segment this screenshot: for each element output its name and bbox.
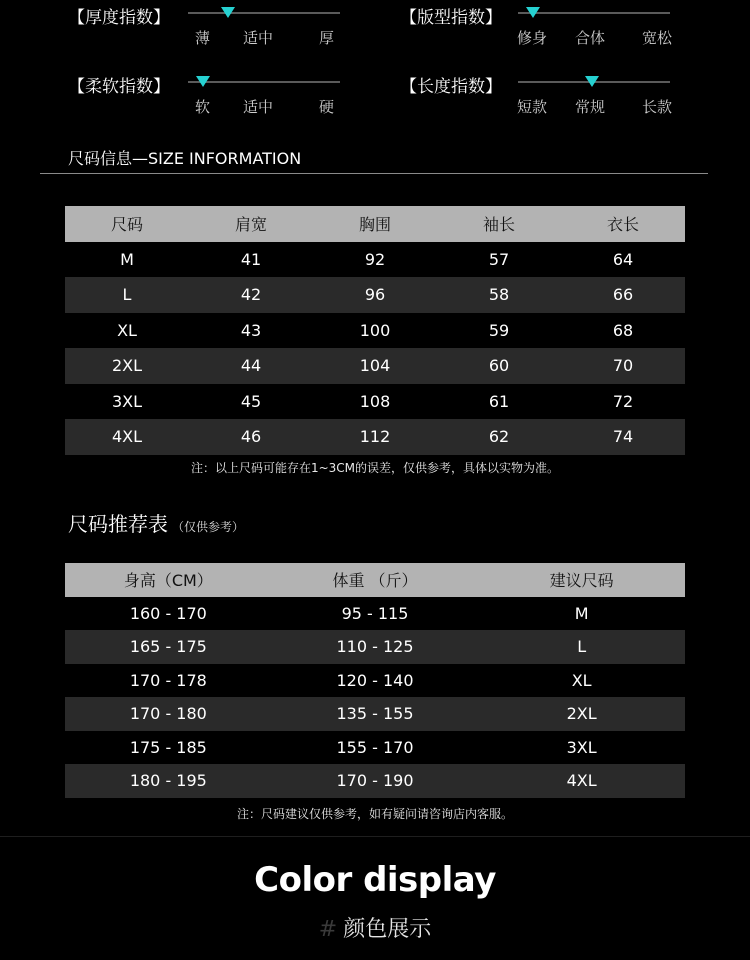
index-label: 硬 <box>319 98 335 116</box>
table-cell: 92 <box>364 249 386 269</box>
index-label: 常规 <box>575 98 606 116</box>
table-cell: 4XL <box>478 764 685 798</box>
recommend-table <box>65 563 685 798</box>
table-cell: 180 - 195 <box>65 764 272 798</box>
table-cell: 100 <box>359 320 391 340</box>
size-info-title: 尺码信息—SIZE INFORMATION <box>68 149 302 168</box>
table-row <box>65 384 685 420</box>
table-cell: 46 <box>189 419 313 455</box>
table-cell: 61 <box>488 391 510 411</box>
index-marker-icon <box>585 76 599 87</box>
table-cell: 70 <box>561 348 685 384</box>
recommend-note: 注：尺码建议仅供参考，如有疑问请咨询店内客服。 <box>236 807 513 821</box>
table-cell: 58 <box>437 277 561 313</box>
table-cell: 3XL <box>111 391 143 411</box>
table-cell: L <box>65 277 189 313</box>
table-row <box>65 697 685 731</box>
table-cell: 170 - 178 <box>129 670 207 690</box>
index-title: 【柔软指数】 <box>68 77 170 97</box>
table-cell: 2XL <box>478 697 685 731</box>
table-row <box>65 664 685 698</box>
table-cell: 41 <box>240 249 262 269</box>
table-cell: 64 <box>612 249 634 269</box>
table-header: 尺码 <box>65 206 189 242</box>
index-label: 适中 <box>243 98 274 116</box>
recommend-title-text: 尺码推荐表 <box>68 512 168 536</box>
index-label: 宽松 <box>642 29 673 47</box>
recommend-title <box>68 508 244 537</box>
table-header-row <box>65 563 685 597</box>
index-label: 软 <box>195 98 211 116</box>
table-header: 建议尺码 <box>478 563 685 597</box>
table-row <box>65 313 685 349</box>
hash-icon: # <box>318 917 338 942</box>
table-row <box>65 348 685 384</box>
table-cell: 160 - 170 <box>129 603 207 623</box>
index-label: 短款 <box>517 98 548 116</box>
section-divider <box>0 836 750 837</box>
table-row <box>65 597 685 631</box>
index-title: 【版型指数】 <box>400 8 502 28</box>
table-header: 胸围 <box>313 206 437 242</box>
table-cell: 68 <box>612 320 634 340</box>
index-label: 适中 <box>243 29 274 47</box>
table-header: 衣长 <box>561 206 685 242</box>
table-row <box>65 731 685 765</box>
table-cell: 57 <box>488 249 510 269</box>
index-label: 修身 <box>517 29 548 47</box>
table-cell: 74 <box>561 419 685 455</box>
table-row <box>65 630 685 664</box>
index-track <box>188 81 340 83</box>
table-cell: 43 <box>240 320 262 340</box>
table-cell: 120 - 140 <box>336 670 414 690</box>
table-cell: 44 <box>189 348 313 384</box>
size-note: 注：以上尺码可能存在1~3CM的误差，仅供参考，具体以实物为准。 <box>190 461 560 475</box>
table-cell: M <box>120 249 134 269</box>
size-table <box>65 206 685 455</box>
color-display-subtitle-text: 颜色展示 <box>343 917 432 942</box>
table-row <box>65 242 685 278</box>
section-divider <box>40 173 708 174</box>
color-display-title: Color display <box>254 860 496 900</box>
table-cell: 66 <box>561 277 685 313</box>
table-cell: 2XL <box>65 348 189 384</box>
table-cell: 135 - 155 <box>272 697 479 731</box>
table-cell: 165 - 175 <box>65 630 272 664</box>
index-label: 薄 <box>195 29 211 47</box>
table-cell: 170 - 190 <box>272 764 479 798</box>
table-cell: 110 - 125 <box>272 630 479 664</box>
table-cell: 95 - 115 <box>341 603 409 623</box>
recommend-subtitle: （仅供参考） <box>172 520 245 534</box>
table-cell: 45 <box>240 391 262 411</box>
table-cell: XL <box>117 320 137 340</box>
index-marker-icon <box>221 7 235 18</box>
table-cell: 155 - 170 <box>336 737 414 757</box>
index-title: 【厚度指数】 <box>68 8 170 28</box>
index-track <box>518 12 670 14</box>
index-label: 厚 <box>319 29 335 47</box>
index-track <box>188 12 340 14</box>
table-cell: M <box>574 603 589 623</box>
table-cell: 72 <box>612 391 634 411</box>
table-cell: 60 <box>437 348 561 384</box>
table-header: 肩宽 <box>189 206 313 242</box>
table-cell: 108 <box>359 391 391 411</box>
table-cell: L <box>478 630 685 664</box>
table-header-row <box>65 206 685 242</box>
index-label: 合体 <box>575 29 606 47</box>
table-cell: 96 <box>313 277 437 313</box>
index-marker-icon <box>196 76 210 87</box>
table-header: 袖长 <box>437 206 561 242</box>
table-row <box>65 764 685 798</box>
table-cell: 3XL <box>566 737 597 757</box>
table-row <box>65 419 685 455</box>
color-display-subtitle <box>0 912 750 943</box>
table-header: 体重 （斤） <box>272 563 479 597</box>
index-marker-icon <box>526 7 540 18</box>
table-cell: 42 <box>189 277 313 313</box>
table-cell: 4XL <box>65 419 189 455</box>
table-cell: 104 <box>313 348 437 384</box>
table-cell: XL <box>571 670 592 690</box>
table-cell: 170 - 180 <box>65 697 272 731</box>
table-cell: 62 <box>437 419 561 455</box>
table-cell: 175 - 185 <box>129 737 207 757</box>
index-label: 长款 <box>642 98 673 116</box>
index-title: 【长度指数】 <box>400 77 502 97</box>
table-cell: 59 <box>488 320 510 340</box>
table-header: 身高（CM） <box>65 563 272 597</box>
table-cell: 112 <box>313 419 437 455</box>
table-row <box>65 277 685 313</box>
